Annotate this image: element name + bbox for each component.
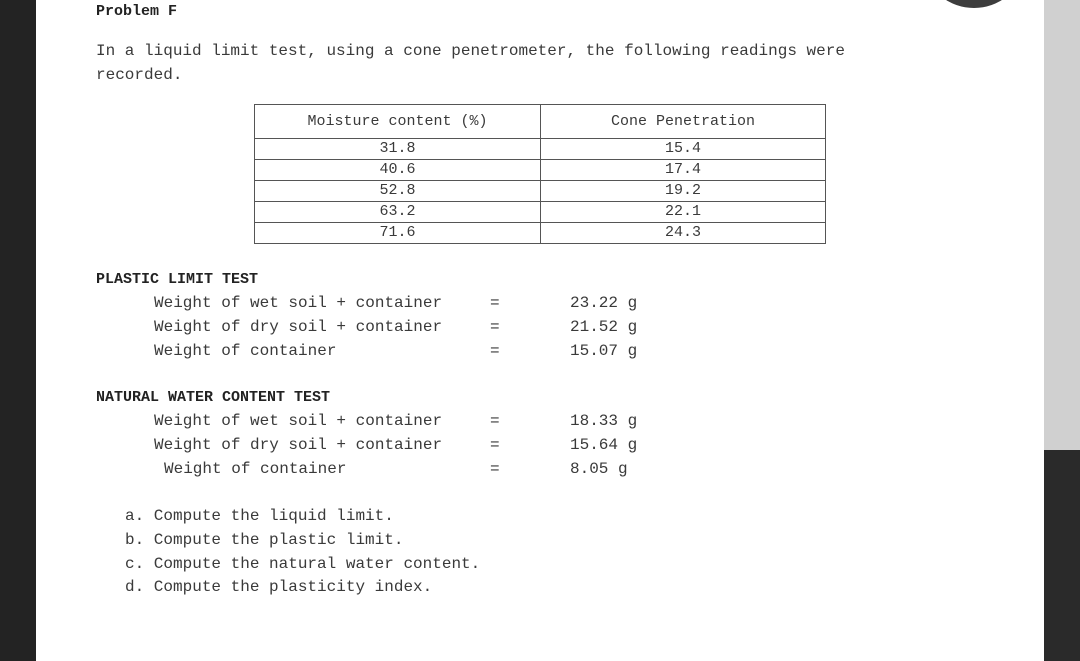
cell-cone: 19.2 (541, 181, 826, 202)
cell-cone: 17.4 (541, 160, 826, 181)
cell-moisture: 31.8 (255, 139, 541, 160)
nw-value: 8.05 g (570, 460, 628, 478)
pl-equals: = (490, 294, 500, 312)
cell-moisture: 40.6 (255, 160, 541, 181)
cell-moisture: 71.6 (255, 223, 541, 244)
pl-equals: = (490, 342, 500, 360)
table-row (255, 223, 826, 244)
question-a: a. Compute the liquid limit. (125, 507, 394, 525)
pl-label: Weight of container (154, 342, 337, 360)
header-cone: Cone Penetration (541, 105, 826, 139)
table-row (255, 202, 826, 223)
nw-value: 15.64 g (570, 436, 638, 454)
pl-equals: = (490, 318, 500, 336)
table-row (255, 160, 826, 181)
pl-label: Weight of dry soil + container (154, 318, 443, 336)
cell-moisture: 63.2 (255, 202, 541, 223)
cell-cone: 22.1 (541, 202, 826, 223)
question-d: d. Compute the plasticity index. (125, 578, 433, 596)
problem-title: Problem F (96, 3, 178, 20)
cell-cone: 24.3 (541, 223, 826, 244)
header-moisture: Moisture content (%) (255, 105, 541, 139)
table-row (255, 139, 826, 160)
nw-equals: = (490, 460, 500, 478)
cell-moisture: 52.8 (255, 181, 541, 202)
table-row (255, 181, 826, 202)
nw-label: Weight of dry soil + container (154, 436, 443, 454)
natural-water-heading: NATURAL WATER CONTENT TEST (96, 389, 331, 406)
scrollbar-thumb[interactable] (1044, 0, 1080, 450)
cell-cone: 15.4 (541, 139, 826, 160)
question-b: b. Compute the plastic limit. (125, 531, 404, 549)
pl-value: 21.52 g (570, 318, 638, 336)
question-c: c. Compute the natural water content. (125, 555, 481, 573)
intro-line-2: recorded. (96, 66, 183, 84)
nw-label: Weight of container (164, 460, 347, 478)
pl-value: 23.22 g (570, 294, 638, 312)
intro-line-1: In a liquid limit test, using a cone penetrometer, the following readings were (96, 42, 845, 60)
plastic-limit-heading: PLASTIC LIMIT TEST (96, 271, 259, 288)
nw-equals: = (490, 436, 500, 454)
table-header-row (255, 105, 826, 139)
readings-table (254, 104, 826, 244)
pl-value: 15.07 g (570, 342, 638, 360)
nw-equals: = (490, 412, 500, 430)
nw-value: 18.33 g (570, 412, 638, 430)
nw-label: Weight of wet soil + container (154, 412, 443, 430)
pl-label: Weight of wet soil + container (154, 294, 443, 312)
